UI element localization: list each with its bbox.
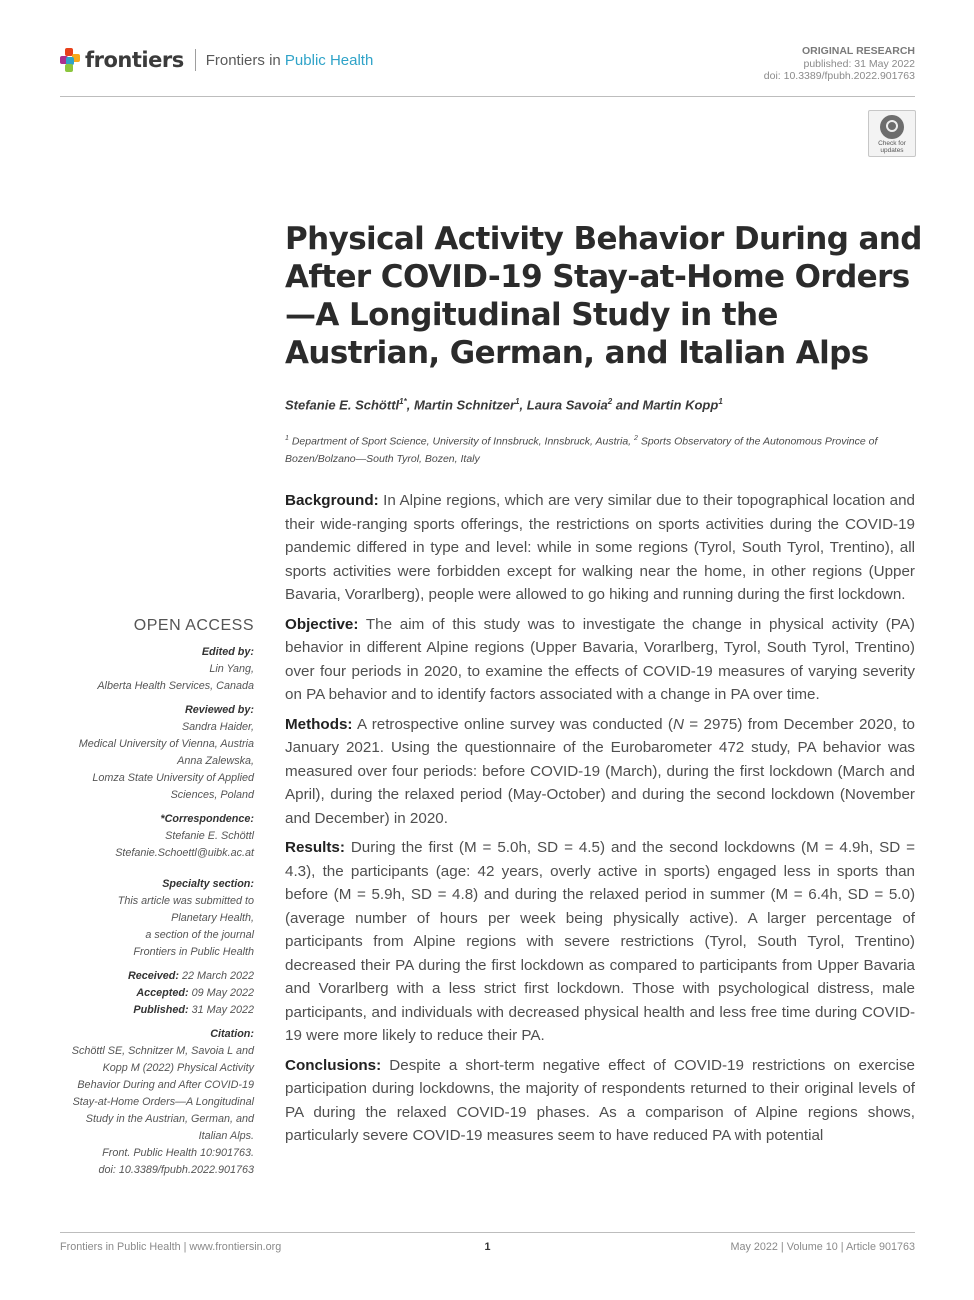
- reviewer-line: Lomza State University of Applied: [92, 772, 254, 784]
- page-number: 1: [484, 1241, 491, 1253]
- citation-line: Front. Public Health 10:901763.: [102, 1147, 254, 1159]
- citation-line: Stay-at-Home Orders—A Longitudinal: [72, 1096, 254, 1108]
- citation-line: Study in the Austrian, German, and: [85, 1113, 254, 1125]
- author-name[interactable]: Martin Schnitzer: [413, 397, 516, 413]
- article-title: Physical Activity Behavior During and After COVID-19 Stay-at-Home Orders—A Longitudinal Study in the Austrian, German, and Italian Alps: [285, 221, 922, 371]
- abstract-conclusions: Conclusions: Despite a short-term negative effect of COVID-19 restrictions on exercise participation during lockdowns, the majority of respondents returned to their original levels of PA during the relaxed COVID-19 phases. As a comparison of Alpine regions shows, particularly severe COVID-19 measures seem to have reduced PA with potential: [285, 1056, 915, 1144]
- citation-line: Kopp M (2022) Physical Activity: [102, 1062, 254, 1074]
- abstract-heading: Conclusions:: [285, 1056, 382, 1074]
- page-footer: [60, 1232, 915, 1253]
- abstract-results: Results: During the first (M = 5.0h, SD = 4.5) and the second lockdowns (M = 4.9h, SD = 4.3), the participants (age: 42 years, overly active in sports) engaged less in sports than before (M = 5.9h, SD = 4.8) and during the relaxed period in summer (M = 6.4h, SD = 5.0) (average number of hours per week being physically active). A larger percentage of participants from Alpine regions with severe restrictions (Tyrol, South Tyrol, Trentino) decreased their PA during the first lockdown as compared to participants from Upper Bavaria and Vorarlberg with a less strict first lockdown. Those with psychological distress, male participants, and individuals with decreased physical health and less free time during COVID-19 were more likely to reduce their PA.: [285, 839, 915, 1044]
- article-doi[interactable]: doi: 10.3389/fpubh.2022.901763: [763, 70, 915, 82]
- citation-doi[interactable]: doi: 10.3389/fpubh.2022.901763: [98, 1164, 254, 1176]
- abstract: [285, 489, 915, 1154]
- published-date-sidebar: Published: 31 May 2022: [133, 1004, 254, 1016]
- abstract-heading: Methods:: [285, 715, 353, 733]
- editor-line[interactable]: Lin Yang,: [209, 663, 254, 675]
- specialty-line: Planetary Health,: [171, 912, 254, 924]
- abstract-heading: Background:: [285, 492, 379, 509]
- check-for-updates-badge[interactable]: [868, 110, 916, 157]
- abstract-heading: Objective:: [285, 615, 359, 633]
- abstract-heading: Results:: [285, 839, 345, 856]
- logo-divider: [195, 49, 196, 71]
- correspondence-name: Stefanie E. Schöttl: [165, 830, 254, 842]
- frontiers-logo-icon: [60, 48, 80, 72]
- author-list: Stefanie E. Schöttl$^{1*}$, Martin Schnitzer$^1$, Laura Savoia$^2$ and Martin Kopp$^1$: [285, 397, 723, 413]
- footer-journal-link[interactable]: Frontiers in Public Health | www.frontiersin.org: [60, 1241, 282, 1253]
- abstract-background: Background: In Alpine regions, which are very similar due to their topographical location and their wide-ranging sports offerings, the restrictions on sports activities during the COVID-19 pandemic differed in type and level: while in some regions (Tyrol, South Tyrol, Trentino), all sports activities were forbidden except for walking near the home, in other regions (Upper Bavaria, Vorarlberg), people were allowed to go hiking and running during the first lockdown.: [285, 492, 915, 603]
- citation-line: Schöttl SE, Schnitzer M, Savoia L and: [71, 1045, 254, 1057]
- author-name[interactable]: Laura Savoia: [526, 397, 608, 413]
- abstract-objective: Objective: The aim of this study was to investigate the change in physical activity (PA) behavior in different Alpine regions (Upper Bavaria, Vorarlberg, Tyrol, South Tyrol, Trentino) over four periods in 2020, to examine the effects of COVID-19 measures of varying severity on PA behavior and to identify factors associated with a change in PA over time.: [285, 615, 915, 703]
- edited-by-label: Edited by:: [201, 646, 254, 658]
- reviewer-line: Medical University of Vienna, Austria: [78, 738, 254, 750]
- published-date: published: 31 May 2022: [803, 57, 915, 70]
- correspondence-email[interactable]: Stefanie.Schoettl@uibk.ac.at: [115, 847, 254, 859]
- logo-wordmark: frontiers: [85, 48, 184, 72]
- specialty-line: This article was submitted to: [117, 895, 254, 907]
- abstract-methods: Methods: A retrospective online survey was conducted (N = 2975) from December 2020, to January 2021. Using the questionnaire of the Eurobarometer 472 study, PA behavior was measured over four periods: before COVID-19 (March), during the first lockdown (March and April), during the relaxed period (May-October) and during the second lockdown (November and December) in 2020.: [285, 715, 915, 827]
- reviewed-by-label: Reviewed by:: [184, 704, 254, 716]
- check-for-updates-label: Check for updates: [878, 140, 906, 154]
- reviewer-line: Sciences, Poland: [170, 789, 254, 801]
- editor-line: Alberta Health Services, Canada: [97, 680, 254, 692]
- reviewer-line[interactable]: Sandra Haider,: [181, 721, 254, 733]
- author-name[interactable]: Martin Kopp: [642, 397, 719, 413]
- crossmark-icon: [880, 115, 904, 139]
- reviewer-line[interactable]: Anna Zalewska,: [177, 755, 254, 767]
- citation-label: Citation:: [210, 1028, 254, 1040]
- footer-issue-info: May 2022 | Volume 10 | Article 901763: [730, 1241, 915, 1253]
- author-name[interactable]: Stefanie E. Schöttl: [285, 397, 400, 413]
- correspondence-label: *Correspondence:: [160, 813, 254, 825]
- article-sidebar: [60, 617, 254, 1179]
- frontiers-logo[interactable]: [60, 48, 373, 72]
- accepted-date: Accepted: 09 May 2022: [136, 987, 254, 999]
- page-header: [60, 44, 915, 97]
- specialty-section-label: Specialty section:: [162, 878, 254, 890]
- citation-line: Italian Alps.: [198, 1130, 254, 1142]
- specialty-line: Frontiers in Public Health: [133, 946, 254, 958]
- received-date: Received: 22 March 2022: [127, 970, 254, 982]
- specialty-line: a section of the journal: [145, 929, 254, 941]
- journal-name[interactable]: Frontiers in Public Health: [205, 51, 374, 69]
- affiliations: $^1$ Department of Sport Science, University of Innsbruck, Innsbruck, Austria, $^2$ Sports Observatory of the Autonomous Province of Bozen/Bolzano—South Tyrol, Bozen, Italy: [285, 435, 878, 465]
- open-access-label: OPEN ACCESS: [133, 617, 254, 634]
- article-meta: [764, 45, 915, 83]
- article-type: ORIGINAL RESEARCH: [802, 45, 915, 57]
- citation-line: Behavior During and After COVID-19: [77, 1079, 254, 1091]
